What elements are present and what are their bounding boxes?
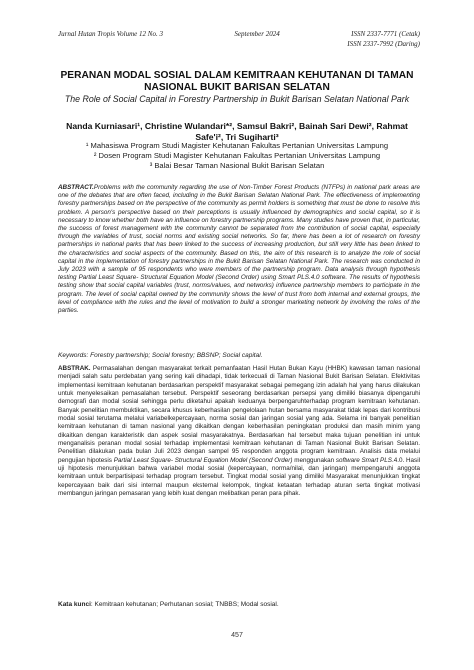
abstrak-italic-1: Partial Least Square- Structural Equation Model (Second Order)	[113, 456, 293, 464]
author-list: Nanda Kurniasari¹, Christine Wulandari*², Samsul Bakri², Bainah Sari Dewi², Rahmat Safe'i², Tri Sugiharti³	[66, 121, 408, 142]
abstrak-text: Permasalahan dengan masyarakat terkait pemanfaatan Hasil Hutan Bukan Kayu (HHBK) kawasan taman nasional menjadi salah satu perdebatan yang sering kali dihadapi, tidak terkecuali di Taman Nasional Bukit Barisan Selatan. Efektivitas implementasi kemitraan kehutanan berdasarkan perspektif masyarakat sebagai pemegang izin adalah hal yang harus dilakukan untuk menyelesaikan pemasalahan tersebut. Perspektif seseorang berdasarkan persepsi yang dimiliki biasanya dipengaruhi demografi dan modal sosial sehingga perlu diketahui apakah keduanya berpengaruhterhadap program kemitraan kehutanan. Banyak penelitian membuktikan, secara khusus keberhasilan pengelolaan hutan bersama masyarakat tidak lepas dari kontribusi modal sosial terutama melalui variabelkepercayaan, norma sosial dan jaringan sosial yang ada. Selama ini banyak penelitian kemitraan kehutanan di taman nasional yang dikaitkan dengan keberhasilan peningkatan produksi dan masih minim yang dikaitkan dengan karakteristik dan aspek sosial masyarakatnya. Berdasarkan hal tersebut maka tujuan penelitian ini untuk menganalisis peranan modal sosial terhadap implementasi kemitraan kehutanan di Taman Nasional Bukit Barisan Selatan. Penelitian dilakukan pada bulan Juli 2023 dengan sampel 95 responden anggota program kemitraan. Analisis data melalui pengujian hipotesis	[58, 365, 420, 464]
abstract-indonesian	[58, 365, 420, 499]
abstract-text: Problems with the community regarding the use of Non-Timber Forest Products (NTFPs) in national park areas are one of the debates that are often faced, including in the Bukit Barisan Selatan National Park. The effectiveness of implementing forestry partnerships based on the perspective of the community as permit holders is something that must be done to resolve this problem. A person's perspective based on their perceptions is usually influenced by demographics and social capital, so it is necessary to know whether both have an influence on forestry partnership programs. Many studies have proven that, in particular, the success of forest management with the community cannot be separated from the contribution of social capital, especially through the variables of trust, social norms and existing social networks. So far, there has been a lot of research on forestry partnerships in national parks that has been linked to the success of increasing production, but still very little has been linked to the characteristics and social aspects of the community. Based on this, the aim of this research is to analyze the role of social capital in the implementation of forestry partnerships in the Bukit Barisan Selatan National Park. The research was conducted in July 2023 with a sample of 95 respondents who were members of the partnership program. Data analysis through hypothesis testing Partial Least Square- Structural Equation Model (Second Order) using Smart PLS.4.0 software. The results of hypothesis testing show that social capital variables (trust, norms/values, and networks) influence partnership members to participate in the program. The level of social capital owned by the community shows the level of trust from both internal and external groups, the level of compliance with the rules and the level of motivation to build a stronger marketing network by involving the roles of the parties.	[58, 184, 420, 315]
abstrak-text-2: menggunakan	[292, 456, 336, 464]
page-number: 457	[231, 632, 243, 639]
issue-date: September 2024	[234, 30, 280, 38]
paper-subtitle: The Role of Social Capital in Forestry Partnership in Bukit Barisan Selatan National Park	[64, 94, 410, 104]
keywords-label: Keywords	[58, 352, 87, 359]
keywords-text: : Forestry partnership; Social forestry; BBSNP; Social capital.	[86, 352, 263, 359]
affiliation-2: ² Dosen Program Studi Magister Kehutanan Fakultas Pertanian Universitas Lampung	[93, 150, 381, 160]
page-header	[58, 29, 420, 49]
kata-kunci	[58, 601, 420, 609]
issn-print: ISSN 2337-7771 (Cetak)	[351, 30, 420, 38]
affiliations	[60, 141, 414, 170]
abstrak-italic-2: software Smart PLS	[335, 456, 392, 464]
affiliation-3: ³ Balai Besar Taman Nasional Bukit Barisan Selatan	[149, 160, 325, 170]
keywords	[58, 352, 420, 360]
abstract-label: ABSTRACT.	[58, 184, 94, 191]
issn-online: ISSN 2337-7992 (Daring)	[347, 40, 420, 48]
abstrak-text-3: .4.0. Hasil uji hipotesis menunjukkan bahwa variabel modal sosial (kepercayaan, norma/nilai, dan jaringan) mempengaruhi anggota kemitraan untuk berpartisipasi terhadap program tersebut. Tingkat modal sosial yang dimiliki Masyarakat menunjukkan tingkat kepercayaan baik dari sisi internal maupun eksternal kelompok, tingkat ketaatan terhadap aturan serta tingkat motivasi membangun jaringan pemasaran yang lebih kuat dengan melibatkan peran para pihak.	[58, 456, 420, 498]
kata-kunci-text: : Kemitraan kehutanan; Perhutanan sosial; TNBBS; Modal sosial.	[90, 601, 279, 608]
paper-title: PERANAN MODAL SOSIAL DALAM KEMITRAAN KEHUTANAN DI TAMAN NASIONAL BUKIT BARISAN SELATAN	[60, 70, 414, 93]
abstrak-label: ABSTRAK.	[58, 365, 91, 372]
affiliation-1: ¹ Mahasiswa Program Studi Magister Kehutanan Fakultas Pertanian Universitas Lampung	[85, 141, 389, 150]
kata-kunci-label: Kata kunci	[58, 601, 91, 608]
journal-name: Jurnal Hutan Tropis Volume 12 No. 3	[58, 30, 163, 38]
abstract-english	[58, 184, 420, 315]
